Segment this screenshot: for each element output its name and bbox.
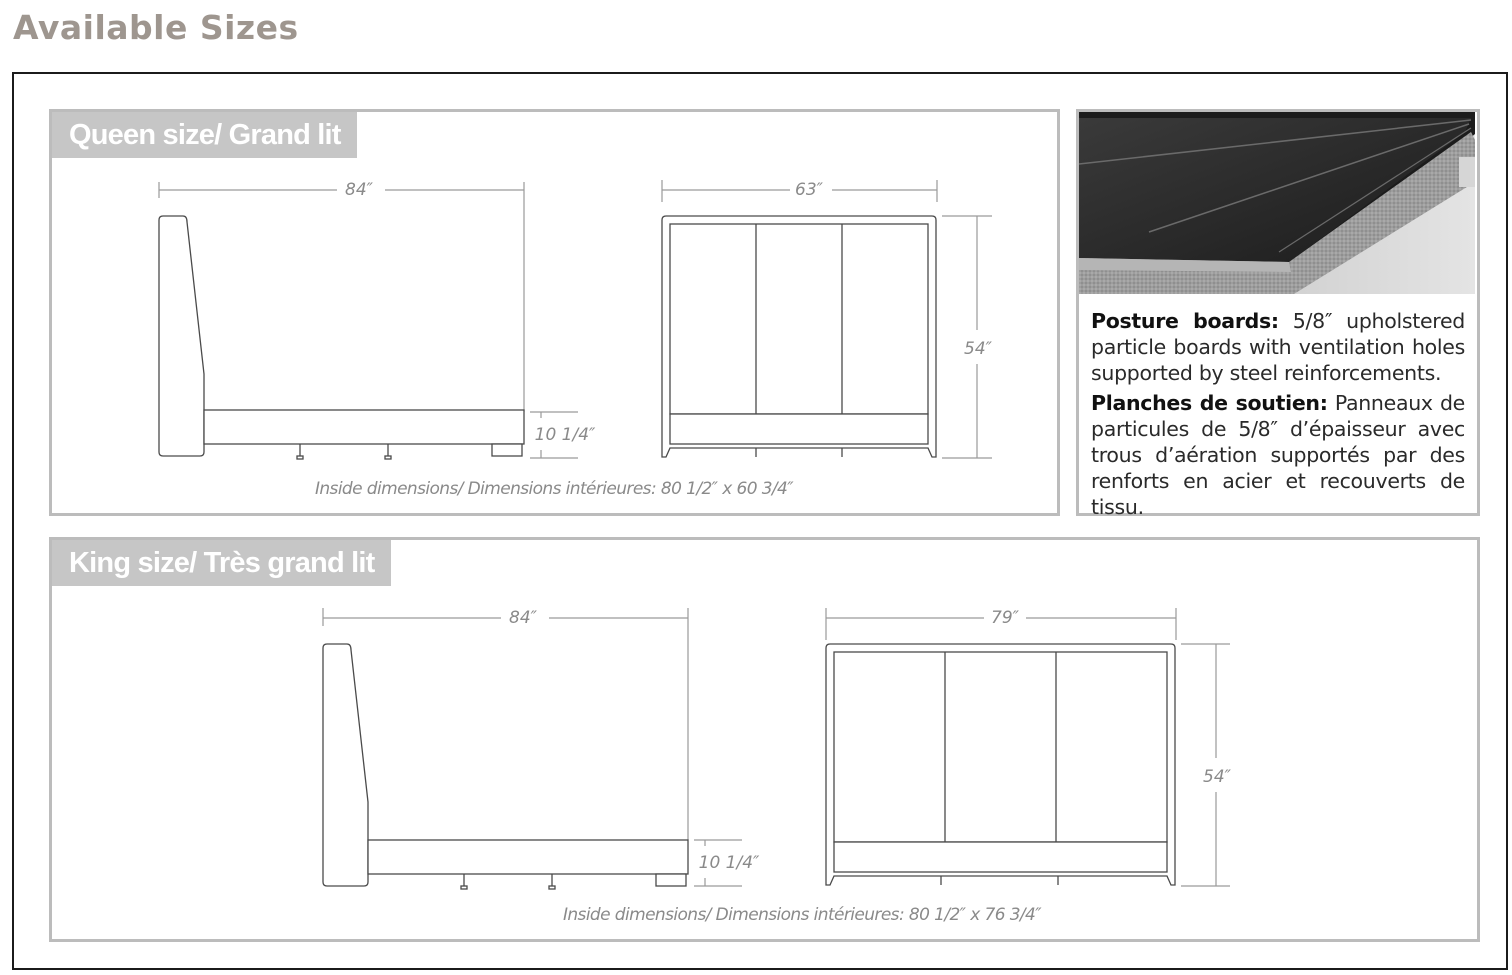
planches-de-soutien-text: Panneaux de particules de 5/8″ d’épaisseur avec trous d’aération supportés par des renforts en acier et recouverts de tissu.: [1091, 391, 1465, 519]
king-size-drawing: [52, 540, 1483, 945]
queen-size-drawing: [52, 112, 1063, 519]
sizes-frame: [12, 72, 1508, 970]
queen-front-view: [662, 180, 993, 458]
queen-size-title: Queen size/ Grand lit: [52, 112, 357, 158]
queen-front-height-label: 54″: [964, 339, 992, 359]
posture-boards-description: [1091, 308, 1465, 524]
queen-side-view: [159, 180, 596, 459]
queen-front-width-label: 63″: [795, 180, 823, 200]
posture-boards-text: 5/8″ upholstered particle boards with ventilation holes supported by steel reinforcements.: [1091, 309, 1465, 385]
planches-de-soutien-label: Planches de soutien:: [1091, 391, 1328, 415]
king-inside-dimensions: Inside dimensions/ Dimensions intérieures: 80 1/2″ x 76 3/4″: [562, 905, 1042, 925]
queen-inside-dimensions: Inside dimensions/ Dimensions intérieures: 80 1/2″ x 60 3/4″: [314, 479, 794, 499]
king-side-view: [323, 608, 760, 889]
king-size-panel: [49, 537, 1480, 942]
posture-boards-label: Posture boards:: [1091, 309, 1279, 333]
posture-boards-english: [1091, 308, 1465, 386]
king-front-view: [826, 608, 1232, 886]
queen-size-panel: [49, 109, 1060, 516]
queen-side-length-label: 84″: [345, 180, 373, 200]
king-front-width-label: 79″: [991, 608, 1019, 628]
planches-de-soutien-french: [1091, 390, 1465, 520]
page-title: Available Sizes: [13, 8, 299, 47]
king-front-height-label: 54″: [1203, 767, 1231, 787]
king-size-title: King size/ Très grand lit: [52, 540, 391, 586]
posture-boards-image: [1079, 112, 1475, 294]
king-side-length-label: 84″: [509, 608, 537, 628]
queen-side-height-label: 10 1/4″: [534, 425, 596, 445]
posture-boards-panel: [1076, 109, 1480, 519]
posture-boards-photo: [1079, 112, 1475, 294]
king-side-height-label: 10 1/4″: [698, 853, 760, 873]
